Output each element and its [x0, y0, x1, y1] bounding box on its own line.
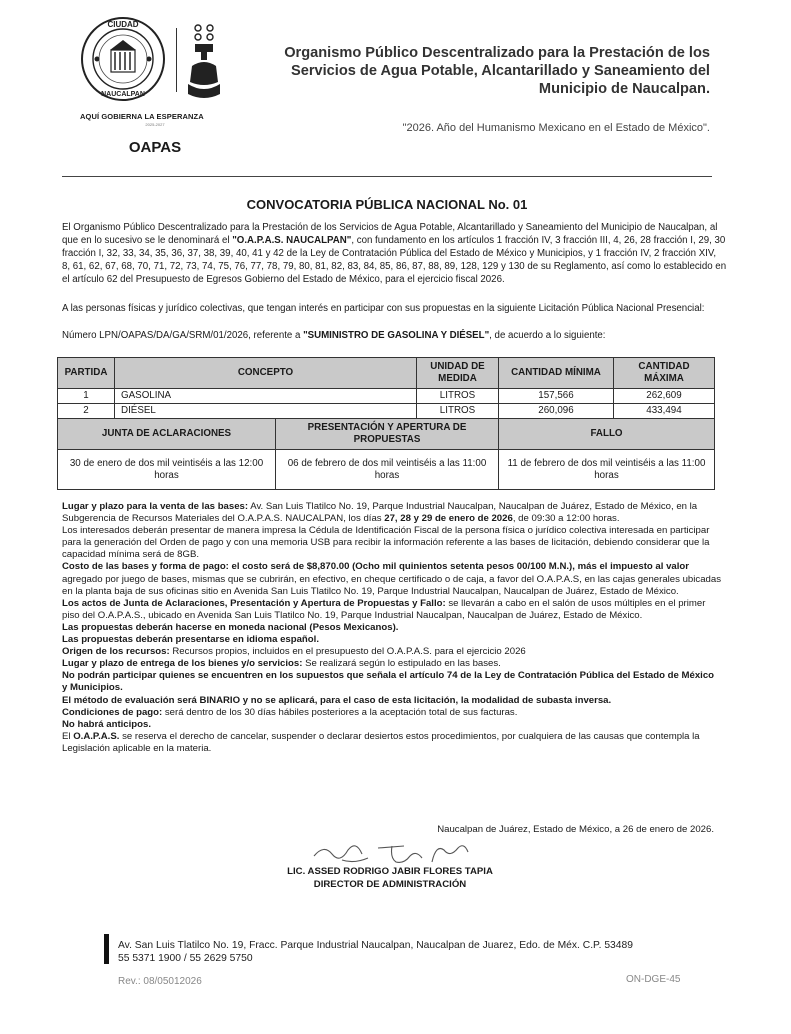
terms-line: No habrá anticipos.	[62, 718, 152, 730]
seal-text-bottom: NAUCALPAN	[101, 91, 145, 98]
reference-line: Número LPN/OAPAS/DA/GA/SRM/01/2026, referente a "SUMINISTRO DE GASOLINA Y DIÉSEL", de acuerdo a lo siguiente:	[62, 330, 606, 341]
row-unidad: LITROS	[416, 403, 499, 419]
footer-accent-bar	[104, 934, 109, 964]
terms-line: agregado por juego de bases, mismas que se cubrirán, en efectivo, en cheque certificado o de caja, a favor del O.A.P.A.S, en las cajas generales ubicadas	[62, 573, 721, 585]
date-presentacion-propuestas: 06 de febrero de dos mil veintiséis a las 11:00 horas	[275, 449, 499, 490]
terms-line: No podrán participar quienes se encuentren en los supuestos que señala el artículo 74 de la Ley de Contratación Pública del Estado de México	[62, 670, 715, 682]
intro-line: El Organismo Público Descentralizado para la Prestación de los Servicios de Agua Potable, Alcantarillado y Saneamiento del Municipio de Naucalpan, al	[62, 222, 718, 233]
header-cantidad-minima: CANTIDAD MÍNIMA	[498, 357, 614, 389]
seal-text-top: CIUDAD	[107, 20, 139, 29]
terms-line: Las propuestas deberán hacerse en moneda nacional (Pesos Mexicanos).	[62, 621, 399, 633]
row-partida: 2	[57, 403, 115, 419]
terms-line: en la planta baja de sus oficinas sitio en Avenida San Luis Tlatilco No. 19, Parque Industrial Naucalpan, Naucalpan de Juárez, Estado de México.	[62, 585, 679, 597]
terms-line: Las propuestas deberán presentarse en idioma español.	[62, 634, 319, 646]
header-concepto: CONCEPTO	[114, 357, 417, 389]
motto-years: 2025-2027	[145, 122, 165, 127]
terms-line: El O.A.P.A.S. se reserva el derecho de cancelar, suspender o declarar desiertos estos procedimientos, por cualquiera de las causas que contempla la	[62, 730, 700, 742]
government-motto: AQUÍ GOBIERNA LA ESPERANZA	[80, 112, 204, 121]
date-junta-aclaraciones: 30 de enero de dos mil veintiséis a las 12:00 horas	[57, 449, 276, 490]
city-seal-logo	[80, 16, 166, 102]
header-fallo: FALLO	[498, 418, 715, 450]
row-unidad: LITROS	[416, 388, 499, 404]
header-rule	[62, 176, 712, 177]
footer-address: Av. San Luis Tlatilco No. 19, Fracc. Parque Industrial Naucalpan, Naucalpan de Juarez, Edo. de Méx. C.P. 53489	[118, 940, 633, 951]
header-presentacion-propuestas: PRESENTACIÓN Y APERTURA DE PROPUESTAS	[275, 418, 499, 450]
header-junta-aclaraciones: JUNTA DE ACLARACIONES	[57, 418, 276, 450]
terms-line: Condiciones de pago: será dentro de los 30 días hábiles posteriores a la aceptación total de sus facturas.	[62, 706, 518, 718]
terms-line: Lugar y plazo de entrega de los bienes y/o servicios: Se realizará según lo estipulado en las bases.	[62, 658, 501, 670]
row-cantidad-maxima: 433,494	[613, 403, 715, 419]
row-concepto: GASOLINA	[114, 388, 417, 404]
org-title-line-2: Servicios de Agua Potable, Alcantarillado y Saneamiento del	[290, 63, 710, 79]
terms-line: Legislación aplicable en la materia.	[62, 742, 212, 754]
org-title-line-1: Organismo Público Descentralizado para la Prestación de los	[284, 45, 710, 61]
row-cantidad-maxima: 262,609	[613, 388, 715, 404]
row-cantidad-minima: 157,566	[498, 388, 614, 404]
tender-table	[57, 357, 714, 491]
terms-section	[62, 501, 721, 755]
org-title-line-3: Municipio de Naucalpan.	[538, 81, 710, 97]
terms-line: El método de evaluación será BINARIO y no se aplicará, para el caso de esta licitación, la modalidad de subasta inversa.	[62, 694, 612, 706]
footer-phones: 55 5371 1900 / 55 2629 5750	[118, 953, 253, 964]
date-fallo: 11 de febrero de dos mil veintiséis a las 11:00 horas	[498, 449, 715, 490]
header-unidad: UNIDAD DE MEDIDA	[416, 357, 499, 389]
invitation-text: A las personas físicas y jurídico colectivas, que tengan interés en participar con sus propuestas en la siguiente Licitación Pública Nacional Presencial:	[62, 303, 705, 314]
signer-name: LIC. ASSED RODRIGO JABIR FLORES TAPIA	[287, 866, 493, 877]
place-and-date: Naucalpan de Juárez, Estado de México, a 26 de enero de 2026.	[437, 824, 714, 835]
signer-position: DIRECTOR DE ADMINISTRACIÓN	[313, 878, 467, 890]
terms-line: Los actos de Junta de Aclaraciones, Presentación y Apertura de Propuestas y Fallo: se llevarán a cabo en el salón de usos múltiples en el primer	[62, 597, 706, 609]
header-cantidad-maxima: CANTIDAD MÁXIMA	[613, 357, 715, 389]
row-partida: 1	[57, 388, 115, 404]
intro-line: el artículo 62 del Presupuesto de Egresos Gobierno del Estado de México, para el ejercicio fiscal 2026.	[62, 273, 505, 285]
handwritten-signature	[312, 836, 472, 870]
terms-line: y Municipios.	[62, 682, 123, 694]
header-partida: PARTIDA	[57, 357, 115, 389]
terms-line: Origen de los recursos: Recursos propios, incluidos en el presupuesto del O.A.P.A.S. para el ejercicio 2026	[62, 646, 526, 658]
revision-code: Rev.: 08/05012026	[118, 976, 202, 987]
terms-line: Costo de las bases y forma de pago: el costo será de $8,870.00 (Ocho mil quinientos setenta pesos 00/100 M.N.), más el impuesto al valor	[62, 561, 690, 573]
terms-line: para la generación del Orden de pago y con una memoria USB para recibir la información referente a las bases de licitación, debiendo considerar que la	[62, 537, 710, 549]
intro-line: que en lo sucesivo se le denominará el "O.A.P.A.S. NAUCALPAN", con fundamento en los artículos 1 fracción IV, 3 fracción III, 4, 26, 28 fracción I, 29, 30	[62, 234, 726, 246]
tender-subject: "SUMINISTRO DE GASOLINA Y DIÉSEL"	[303, 330, 490, 341]
org-short-name: "O.A.P.A.S. NAUCALPAN"	[232, 234, 352, 246]
terms-line: Los interesados deberán presentar de manera impresa la Cédula de Identificación Fiscal de la persona física o jurídico colectiva interesada en participar	[62, 525, 710, 537]
organization-title	[262, 44, 710, 98]
terms-line: capacidad mínima será de 8GB.	[62, 549, 200, 561]
row-concepto: DIÉSEL	[114, 403, 417, 419]
footer-contact	[118, 939, 718, 965]
terms-line: Subgerencia de Recursos Materiales del O.A.P.A.S. NAUCALPAN, los días 27, 28 y 29 de enero de 2026, de 09:30 a 12:00 horas.	[62, 513, 620, 525]
signer-block	[200, 866, 580, 891]
row-cantidad-minima: 260,096	[498, 403, 614, 419]
document-code: ON-DGE-45	[626, 974, 681, 985]
document-title: CONVOCATORIA PÚBLICA NACIONAL No. 01	[246, 197, 528, 212]
year-motto: "2026. Año del Humanismo Mexicano en el Estado de México".	[402, 122, 710, 134]
tender-number: LPN/OAPAS/DA/GA/SRM/01/2026	[99, 330, 249, 341]
oapas-emblem-logo	[184, 22, 224, 102]
organization-acronym: OAPAS	[128, 139, 182, 156]
intro-paragraph	[62, 222, 727, 287]
intro-line: 8, 61, 62, 67, 68, 70, 71, 72, 73, 74, 75, 76, 77, 78, 79, 80, 81, 82, 83, 84, 85, 86, 87, 88, 89, 128, 129 y 130 de su Reglamento, así como lo establecido en	[62, 260, 727, 272]
terms-line: piso del O.A.P.A.S., ubicado en Avenida San Luis Tlatilco No. 19, Parque Industrial Naucalpan, Naucalpan de Juárez, Estado de México.	[62, 609, 643, 621]
intro-line: fracción I, 32, 33, 34, 35, 36, 37, 38, 39, 40, 41 y 42 de la Ley de Contratación Pública del Estado de México y Municipios, y 1 fracción IV, 2 fracción XIV,	[62, 247, 717, 259]
logo-divider	[176, 28, 177, 92]
terms-line: Lugar y plazo para la venta de las bases: Av. San Luis Tlatilco No. 19, Parque Industrial Naucalpan, Naucalpan de Juárez, Estado de México, en la	[62, 501, 698, 512]
